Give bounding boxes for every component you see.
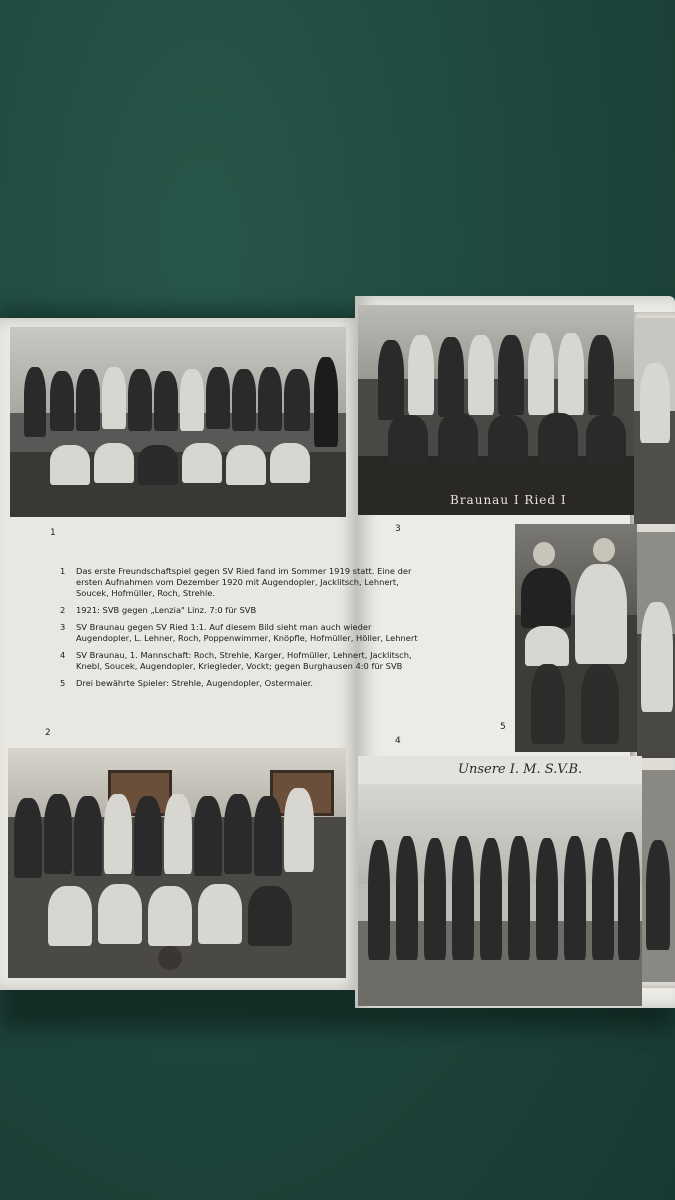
caption-item [60, 622, 420, 644]
photo-handwritten-inscription: Unsere I. M. S.V.B. [458, 762, 583, 777]
captions-block [60, 566, 420, 695]
caption-number: 2 [60, 605, 66, 615]
figure-number-2: 2 [45, 728, 51, 738]
caption-item [60, 566, 420, 599]
caption-item [60, 605, 420, 616]
caption-text: Drei bewährte Spieler: Strehle, Augendopler, Ostermaier. [76, 678, 314, 688]
caption-text: SV Braunau, 1. Mannschaft: Roch, Strehle, Karger, Hofmüller, Lehnert, Jacklitsch, Knebl, Soucek, Augendopler, Kriegleder, Vockt; gegen Burghausen 4:0 für SVB [76, 650, 412, 671]
photo-edge-right-bottom [642, 770, 675, 982]
photo-three-players [515, 524, 637, 752]
photo-first-team-lineup [358, 756, 642, 1006]
caption-item [60, 678, 420, 689]
photo-braunau-ried [358, 305, 634, 515]
caption-number: 5 [60, 678, 66, 688]
caption-text: Das erste Freundschaftspiel gegen SV Ried fand im Sommer 1919 statt. Eine der ersten Aufnahmen vom Dezember 1920 mit Augendopler, Jacklitsch, Lehnert, Soucek, Hofmüller, Roch, Strehle. [76, 566, 412, 598]
caption-number: 3 [60, 622, 66, 632]
caption-number: 4 [60, 650, 66, 660]
photo-team-1919 [10, 327, 346, 517]
caption-number: 1 [60, 566, 66, 576]
figure-number-4: 4 [395, 736, 401, 746]
caption-text: 1921: SVB gegen „Lenzia" Linz. 7:0 für SVB [76, 605, 257, 615]
figure-number-1: 1 [50, 528, 56, 538]
figure-number-5: 5 [500, 722, 506, 732]
caption-text: SV Braunau gegen SV Ried 1:1. Auf diesem Bild sieht man auch wieder Augendopler, L. Lehner, Roch, Poppenwimmer, Knöpfle, Hofmüller, Höller, Lehnert [76, 622, 418, 643]
photo-inscription: Braunau I Ried I [450, 493, 567, 507]
photo-lenzia-1921 [8, 748, 346, 978]
caption-item [60, 650, 420, 672]
figure-number-3: 3 [395, 524, 401, 534]
photo-edge-right-top [634, 318, 675, 524]
photo-edge-right-mid [637, 532, 675, 758]
